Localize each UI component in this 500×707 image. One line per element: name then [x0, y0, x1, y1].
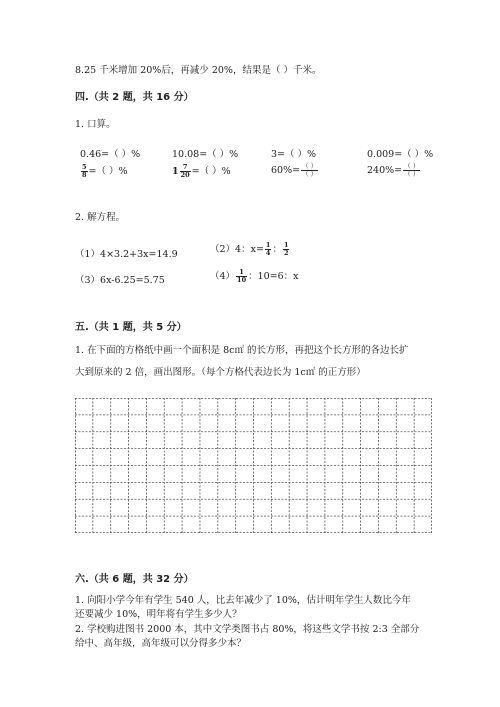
- calc-item: 3=（ ）%: [271, 149, 317, 160]
- q-solve-equation-title: 2. 解方程。: [75, 212, 126, 223]
- q-grid-instruction-line1: 1. 在下面的方格纸中画一个面积是 8c㎡ 的长方形，再把这个长方形的各边长扩: [75, 345, 409, 356]
- fraction: $\frac{1}{4}$: [265, 241, 271, 257]
- fraction: $\frac{1}{10}$: [237, 268, 247, 284]
- equation-4: （4） $\frac{1}{10}$ ：10=6：x: [210, 268, 299, 284]
- section-4-title: 四.（共 2 题，共 16 分）: [75, 92, 194, 103]
- equation-2: （2）4：x= $\frac{1}{4}$ ： $\frac{1}{2}$: [210, 241, 289, 257]
- square-grid-paper: [75, 398, 432, 533]
- word-problem-2-line1: 2. 学校购进图书 2000 本，其中文学类图书占 80%，将这些文学书按 2:3 全部分: [75, 624, 420, 635]
- equation-1: （1）4×3.2+3x=14.9: [75, 249, 178, 260]
- calc-item: 60%= $\frac{( )}{( )}$: [271, 162, 318, 178]
- calc-item: 240%= $\frac{( )}{( )}$: [367, 162, 420, 178]
- calc-item: 1 $\frac{7}{20}$ =（ ）%: [172, 163, 231, 179]
- word-problem-2-line2: 给中、高年级，高年级可以分得多少本？: [75, 638, 247, 649]
- calc-item: 0.009=（ ）%: [367, 149, 434, 160]
- fraction: $\frac{7}{20}$: [180, 163, 190, 179]
- previous-question: 8.25 千米增加 20%后，再减少 20%，结果是（ ）千米。: [75, 65, 322, 76]
- fraction: $\frac{1}{2}$: [283, 241, 289, 257]
- section-5-title: 五.（共 1 题，共 5 分）: [75, 322, 187, 333]
- grid-svg: [75, 398, 432, 533]
- calc-item: 10.08=（ ）%: [172, 149, 239, 160]
- calc-item: 0.46=（ ）%: [80, 149, 141, 160]
- fraction-blank: $\frac{( )}{( )}$: [302, 162, 318, 178]
- section-6-title: 六.（共 6 题，共 32 分）: [75, 574, 194, 585]
- fraction: $\frac{5}{8}$: [82, 163, 87, 179]
- fraction-blank: $\frac{( )}{( )}$: [404, 162, 420, 178]
- q-grid-instruction-line2: 大到原来的 2 倍，画出图形。（每个方格代表边长为 1c㎡ 的正方形）: [75, 367, 366, 378]
- equation-3: （3）6x-6.25=5.75: [75, 275, 165, 286]
- word-problem-1-line2: 还要减少 10%，明年将有学生多少人？: [75, 609, 242, 620]
- word-problem-1-line1: 1. 向阳小学今年有学生 540 人，比去年减少了 10%，估计明年学生人数比今年: [75, 595, 411, 606]
- q-mental-math-title: 1. 口算。: [75, 119, 116, 130]
- calc-item: $\frac{5}{8}$ =（ ）%: [82, 163, 128, 179]
